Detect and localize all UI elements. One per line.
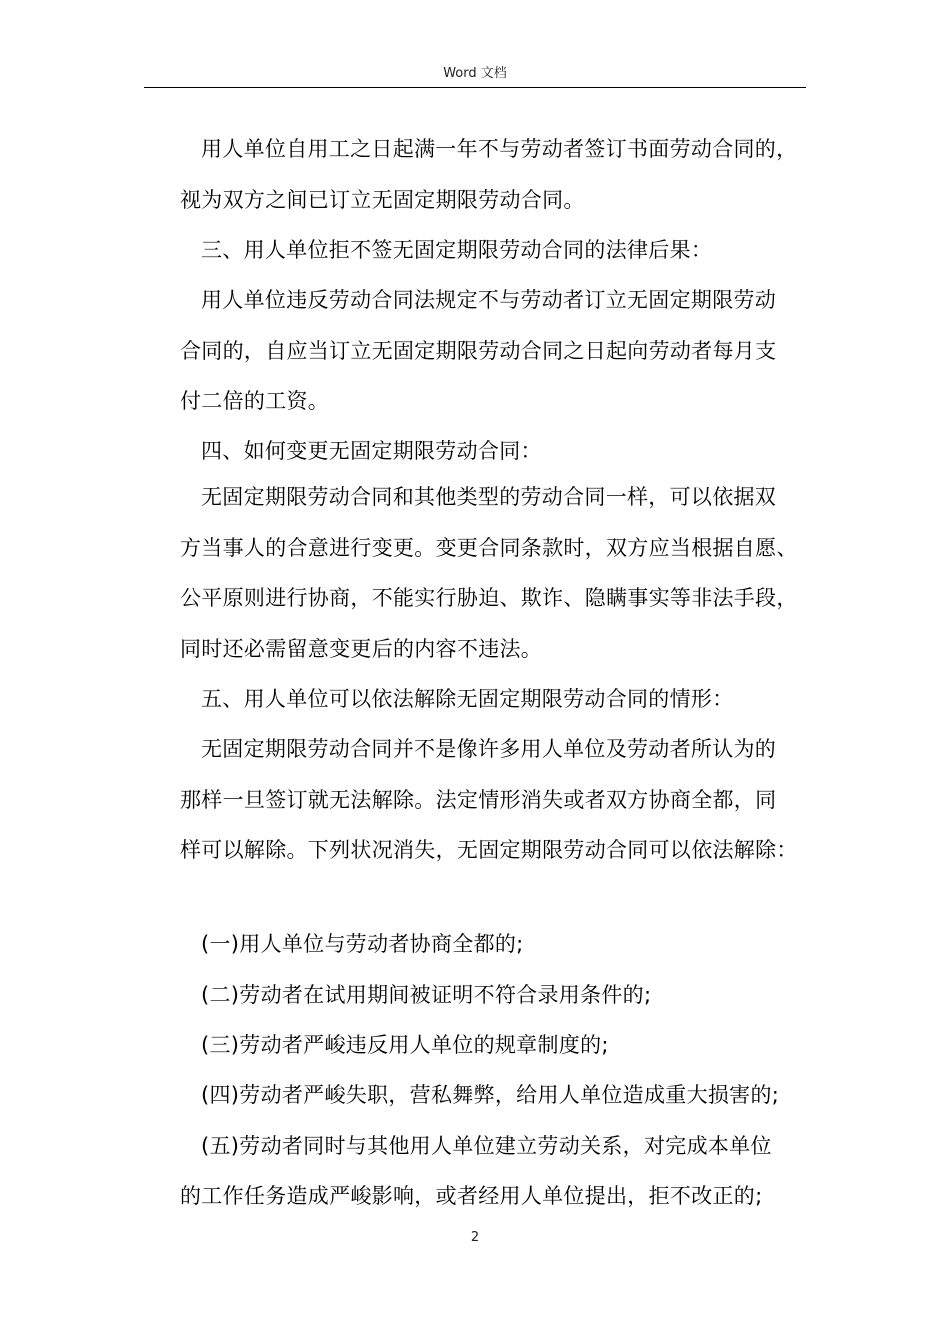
- list-item: (四)劳动者严峻失职，营私舞弊，给用人单位造成重大损害的;: [201, 1083, 780, 1107]
- paragraph-line: 视为双方之间已订立无固定期限劳动合同。: [180, 188, 585, 212]
- paragraph-line: 同时还必需留意变更后的内容不违法。: [180, 637, 543, 661]
- document-header-title: Word 文档: [443, 66, 507, 81]
- page-number: 2: [470, 1230, 480, 1245]
- section-heading: 三、用人单位拒不签无固定期限劳动合同的法律后果：: [201, 238, 713, 262]
- paragraph-line: 那样一旦签订就无法解除。法定情形消失或者双方协商全都，同: [180, 788, 777, 812]
- paragraph-line: 付二倍的工资。: [180, 389, 330, 413]
- paragraph-line: 用人单位自用工之日起满一年不与劳动者签订书面劳动合同的，: [201, 137, 798, 161]
- list-item: (五)劳动者同时与其他用人单位建立劳动关系，对完成本单位: [201, 1134, 772, 1158]
- list-item: (二)劳动者在试用期间被证明不符合录用条件的;: [201, 983, 652, 1007]
- list-item: (三)劳动者严峻违反用人单位的规章制度的;: [201, 1033, 609, 1057]
- section-heading: 四、如何变更无固定期限劳动合同：: [201, 439, 542, 463]
- paragraph-line: 公平原则进行协商，不能实行胁迫、欺诈、隐瞒事实等非法手段，: [180, 586, 798, 610]
- list-item-continuation: 的工作任务造成严峻影响，或者经用人单位提出，拒不改正的;: [180, 1184, 763, 1208]
- header-divider: [144, 87, 806, 88]
- paragraph-line: 用人单位违反劳动合同法规定不与劳动者订立无固定期限劳动: [201, 288, 777, 312]
- paragraph-line: 合同的，自应当订立无固定期限劳动合同之日起向劳动者每月支: [180, 339, 777, 363]
- section-heading: 五、用人单位可以依法解除无固定期限劳动合同的情形：: [201, 687, 734, 711]
- list-item: (一)用人单位与劳动者协商全都的;: [201, 932, 524, 956]
- paragraph-line: 样可以解除。下列状况消失，无固定期限劳动合同可以依法解除：: [180, 838, 798, 862]
- paragraph-line: 方当事人的合意进行变更。变更合同条款时，双方应当根据自愿、: [180, 536, 798, 560]
- paragraph-line: 无固定期限劳动合同和其他类型的劳动合同一样，可以依据双: [201, 485, 777, 509]
- paragraph-line: 无固定期限劳动合同并不是像许多用人单位及劳动者所认为的: [201, 737, 777, 761]
